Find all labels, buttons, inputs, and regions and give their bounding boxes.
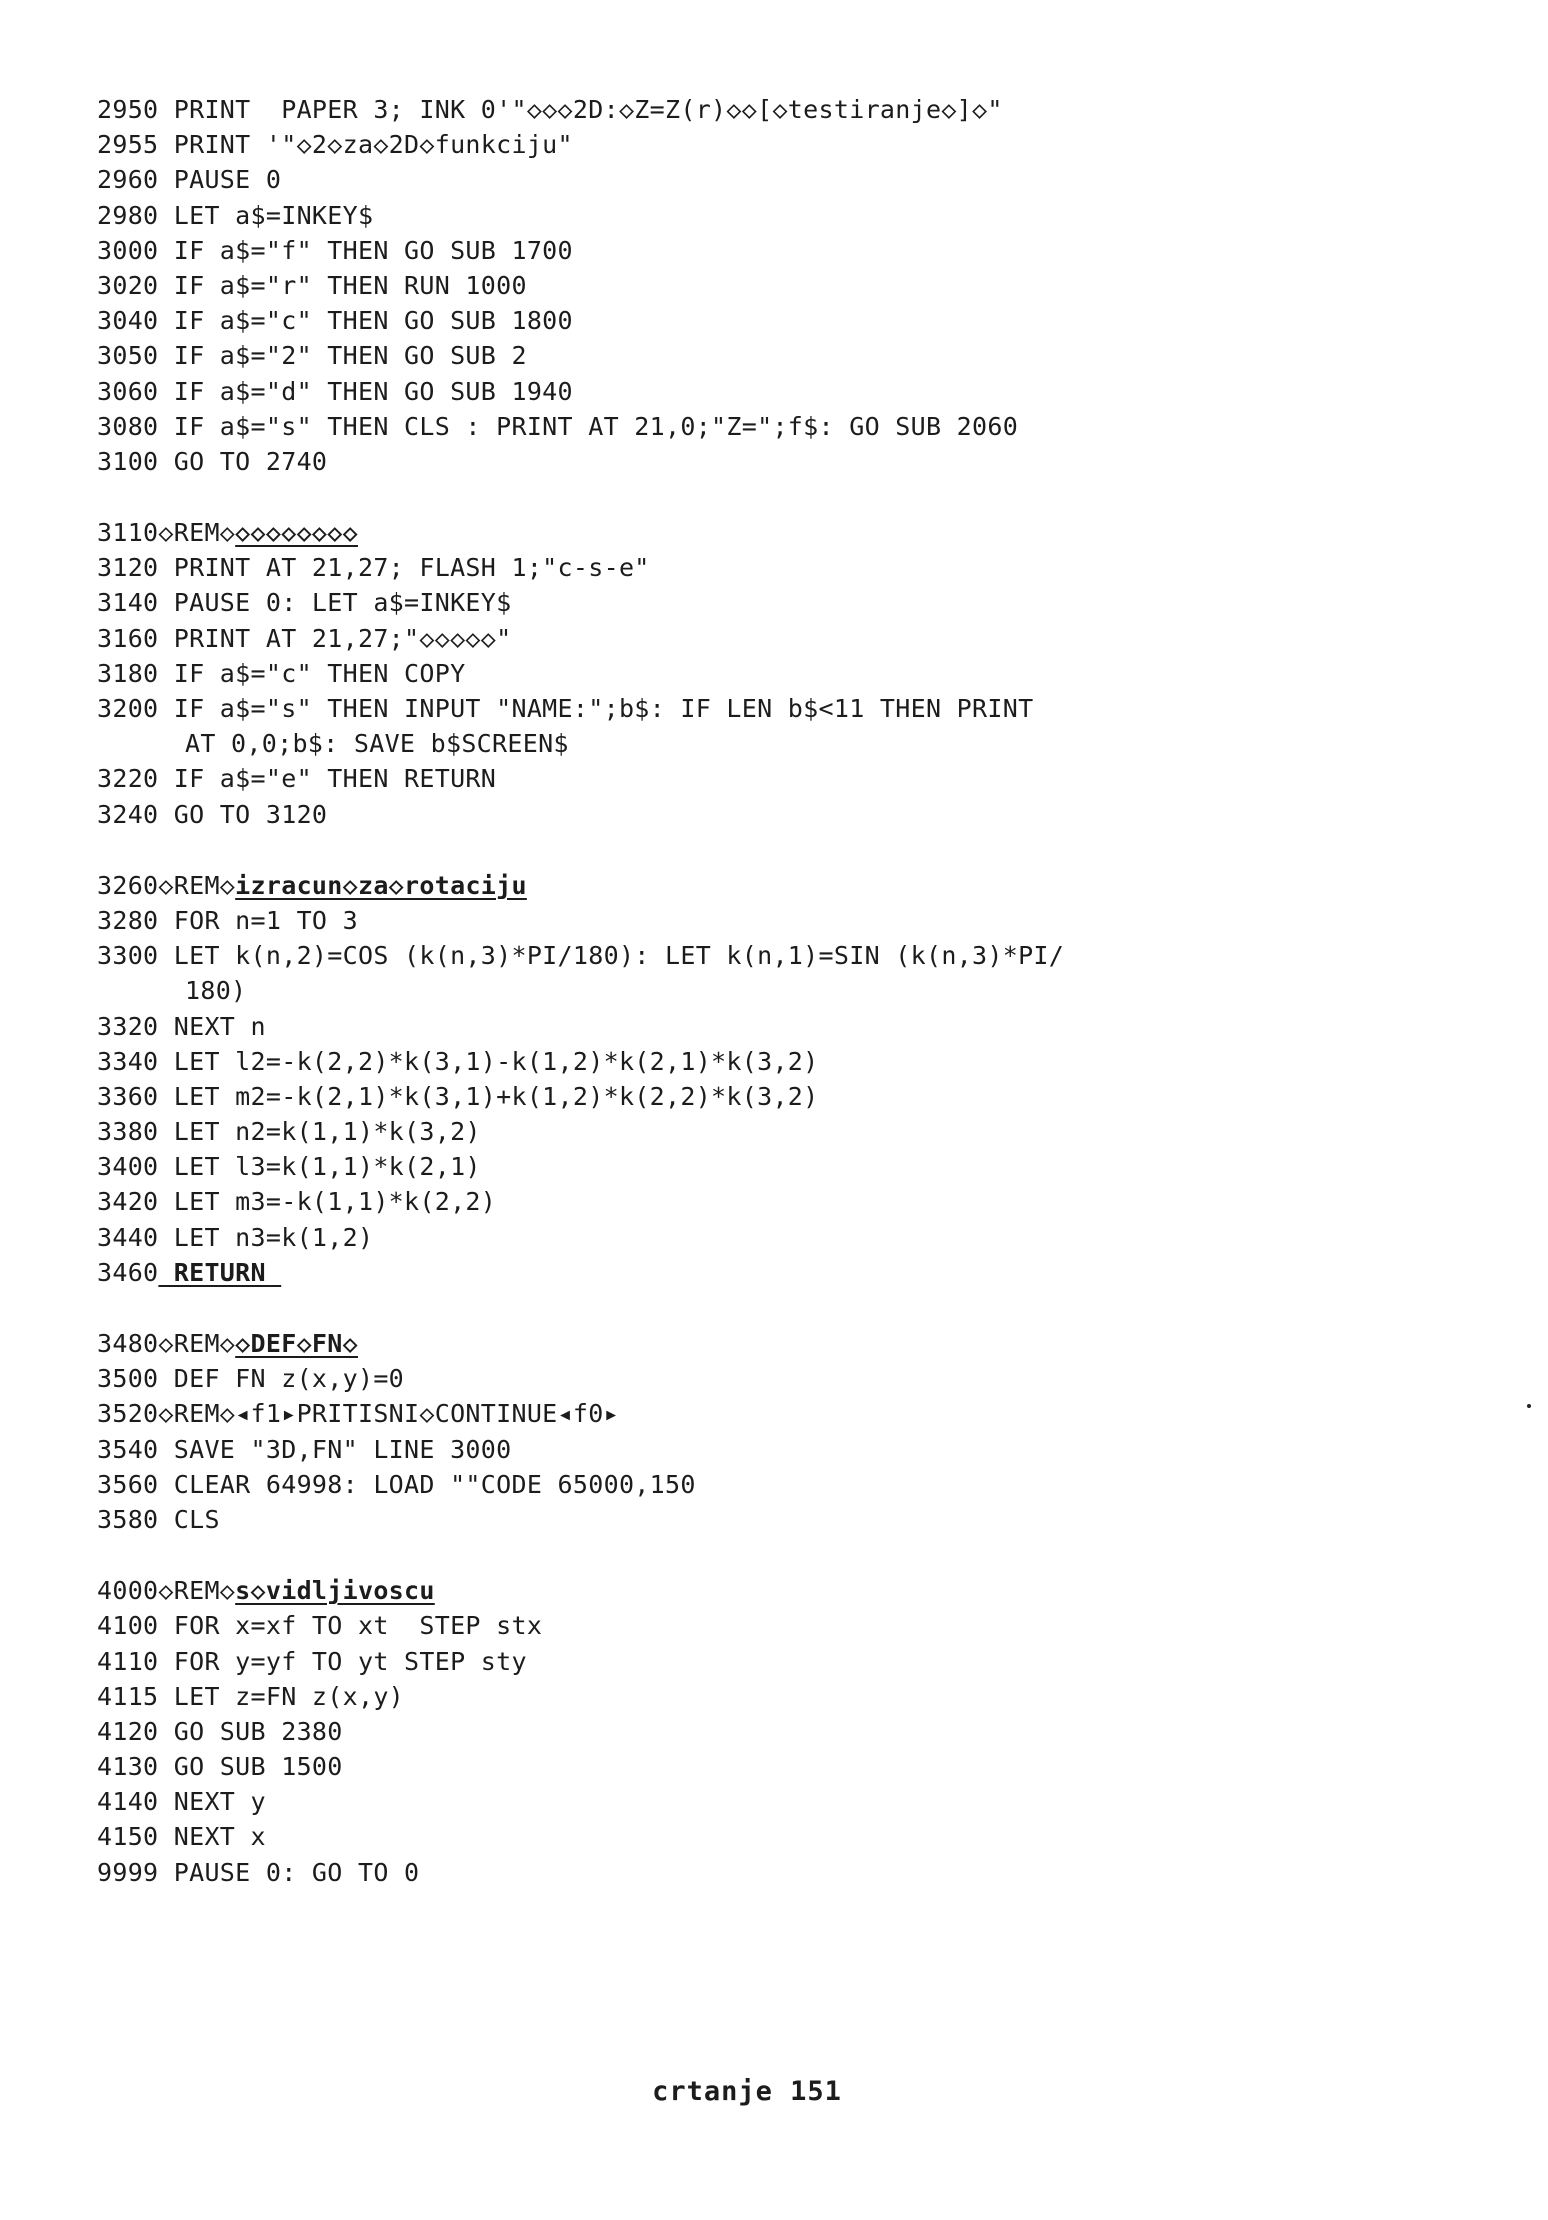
code-line: 3420 LET m3=-k(1,1)*k(2,2)	[97, 1187, 497, 1217]
listing-section-visibility	[97, 1573, 1427, 1890]
code-line: 3500 DEF FN z(x,y)=0	[97, 1364, 405, 1394]
code-line: 3280 FOR n=1 TO 3	[97, 905, 358, 935]
listing-section-rotation	[97, 868, 1427, 1290]
rem-title: izracun◇za◇rotaciju	[235, 870, 527, 900]
code-line: 3020 IF a$="r" THEN RUN 1000	[97, 270, 527, 300]
code-line: 3220 IF a$="e" THEN RETURN	[97, 764, 497, 794]
code-line: 3180 IF a$="c" THEN COPY	[97, 658, 466, 688]
code-line: 2955 PRINT '"◇2◇za◇2D◇funkciju"	[97, 130, 573, 160]
code-line: 3240 GO TO 3120	[97, 799, 328, 829]
rem-title: s◇vidljivoscu	[235, 1576, 435, 1606]
return-keyword: RETURN	[158, 1257, 282, 1287]
section-gap	[97, 1537, 1427, 1573]
basic-program-listing	[97, 92, 1427, 1890]
code-line: 3300 LET k(n,2)=COS (k(n,3)*PI/180): LET k(n,1)=SIN (k(n,3)*PI/	[97, 941, 1065, 971]
code-line: 3360 LET m2=-k(2,1)*k(3,1)+k(1,2)*k(2,2)*k(3,2)	[97, 1081, 819, 1111]
code-line: 9999 PAUSE 0: GO TO 0	[97, 1857, 420, 1887]
rem-line	[97, 515, 1427, 550]
section-gap	[97, 1290, 1427, 1326]
section-gap	[97, 832, 1427, 868]
listing-section-def-fn	[97, 1326, 1427, 1537]
return-line	[97, 1255, 1427, 1290]
code-line: 3440 LET n3=k(1,2)	[97, 1222, 374, 1252]
rem-line	[97, 1326, 1427, 1361]
code-line: 3100 GO TO 2740	[97, 446, 328, 476]
code-line-continuation: 180)	[185, 976, 247, 1006]
code-line: 3340 LET l2=-k(2,2)*k(3,1)-k(1,2)*k(2,1)*k(3,2)	[97, 1046, 819, 1076]
rem-line	[97, 1573, 1427, 1608]
code-line: 3560 CLEAR 64998: LOAD ""CODE 65000,150	[97, 1469, 696, 1499]
code-line: 3080 IF a$="s" THEN CLS : PRINT AT 21,0;"Z=";f$: GO SUB 2060	[97, 411, 1019, 441]
code-line: 4115 LET z=FN z(x,y)	[97, 1681, 405, 1711]
code-line: 4150 NEXT x	[97, 1822, 266, 1852]
rem-title: ◇DEF◇FN◇	[235, 1329, 358, 1358]
code-line: 4140 NEXT y	[97, 1787, 266, 1817]
code-line: 3200 IF a$="s" THEN INPUT "NAME:";b$: IF LEN b$<11 THEN PRINT	[97, 694, 1034, 723]
code-line: 4110 FOR y=yf TO yt STEP sty	[97, 1646, 527, 1676]
code-line-continuation: AT 0,0;b$: SAVE b$SCREEN$	[185, 729, 569, 759]
code-line: 3140 PAUSE 0: LET a$=INKEY$	[97, 588, 512, 618]
code-line: 4120 GO SUB 2380	[97, 1716, 343, 1746]
rem-head: 4000◇REM◇	[97, 1576, 236, 1606]
code-line: 3120 PRINT AT 21,27; FLASH 1;"c-s-e"	[97, 553, 650, 583]
code-line: 2960 PAUSE 0	[97, 165, 282, 195]
rem-head: 3480◇REM◇	[97, 1329, 236, 1358]
section-gap	[97, 479, 1427, 515]
line-number: 3460	[97, 1257, 159, 1287]
code-line: 3050 IF a$="2" THEN GO SUB 2	[97, 341, 527, 371]
rem-line	[97, 868, 1427, 903]
scan-speck	[1527, 1404, 1531, 1408]
listing-section-copy-save	[97, 515, 1427, 832]
code-line: 2950 PRINT PAPER 3; INK 0'"◇◇◇2D:◇Z=Z(r)◇◇[◇testiranje◇]◇"	[97, 95, 1003, 124]
code-line: 2980 LET a$=INKEY$	[97, 200, 374, 230]
code-line: 3320 NEXT n	[97, 1011, 266, 1041]
code-line: 3040 IF a$="c" THEN GO SUB 1800	[97, 306, 573, 336]
code-line: 3060 IF a$="d" THEN GO SUB 1940	[97, 376, 573, 406]
rem-title: ◇◇◇◇◇◇◇◇	[235, 518, 358, 548]
code-line: 3000 IF a$="f" THEN GO SUB 1700	[97, 235, 573, 265]
code-line: 3540 SAVE "3D,FN" LINE 3000	[97, 1434, 512, 1464]
rem-head: 3110◇REM◇	[97, 518, 236, 548]
code-line: 3520◇REM◇◂f1▸PRITISNI◇CONTINUE◂f0▸	[97, 1399, 619, 1429]
code-line: 3160 PRINT AT 21,27;"◇◇◇◇◇"	[97, 623, 512, 653]
code-line: 3400 LET l3=k(1,1)*k(2,1)	[97, 1152, 481, 1182]
code-line: 4100 FOR x=xf TO xt STEP stx	[97, 1611, 543, 1641]
code-line: 3580 CLS	[97, 1504, 220, 1534]
page-footer: crtanje 151	[652, 2076, 842, 2107]
code-line: 3380 LET n2=k(1,1)*k(3,2)	[97, 1117, 481, 1147]
code-line: 4130 GO SUB 1500	[97, 1752, 343, 1782]
rem-head: 3260◇REM◇	[97, 870, 236, 900]
listing-section-main-menu	[97, 92, 1427, 479]
